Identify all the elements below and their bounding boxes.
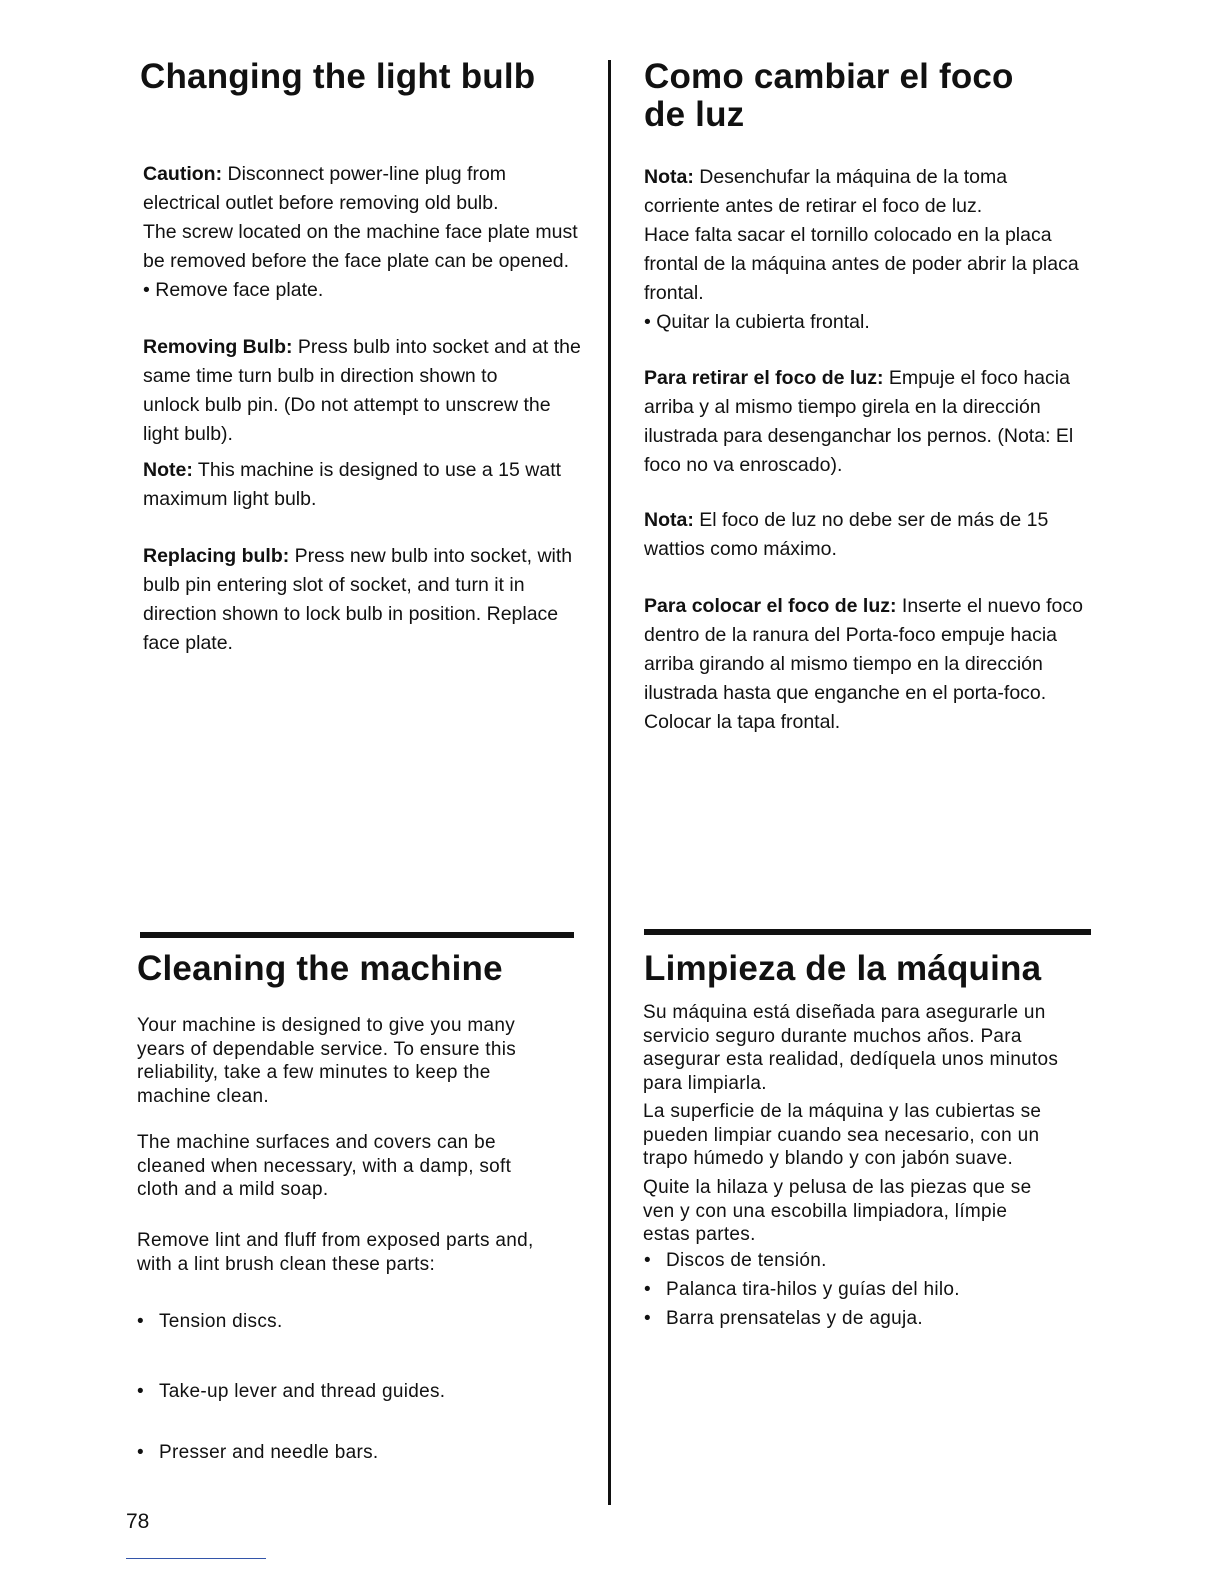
colocar-label: Para colocar el foco de luz: — [644, 595, 897, 617]
caution-paragraph: Caution: Disconnect power-line plug from electrical outlet before removing old bulb. The screw located on the machine face plate must be removed before the face plate can be opened. • Remove face plate. — [143, 163, 578, 301]
caution-label: Caution: — [143, 163, 223, 185]
cleaning-paragraph-1: Your machine is designed to give you many years of dependable service. To ensure this reliability, take a few minutes to keep the machine clean. — [137, 1015, 517, 1107]
cleaning-paragraph-2: The machine surfaces and covers can be cleaned when necessary, with a damp, soft cloth and a mild soap. — [137, 1132, 512, 1200]
nota-label: Nota: — [644, 166, 694, 188]
colocar-paragraph: Para colocar el foco de luz: Inserte el nuevo foco dentro de la ranura del Porta-foco empuje hacia arriba girando al mismo tiempo en la dirección ilustrada hasta que enganche en el porta-foco. Colocar la tapa frontal. — [644, 595, 1083, 733]
cleaning-section-rule — [140, 932, 574, 938]
retirar-label: Para retirar el foco de luz: — [644, 367, 884, 389]
note-label: Note: — [143, 459, 193, 481]
limpieza-section-rule — [644, 929, 1091, 935]
page-number: 78 — [126, 1510, 150, 1533]
list-item: • Take-up lever and thread guides. — [137, 1380, 445, 1404]
replacing-label: Replacing bulb: — [143, 545, 290, 567]
nota2-paragraph: Nota: El foco de luz no debe ser de más de 15 wattios como máximo. — [644, 509, 1049, 560]
cleaning-title: Cleaning the machine — [137, 949, 503, 988]
limpieza-title: Limpieza de la máquina — [644, 949, 1042, 988]
nota2-label: Nota: — [644, 509, 694, 531]
list-item: • Presser and needle bars. — [137, 1441, 379, 1465]
removing-label: Removing Bulb: — [143, 336, 293, 358]
limpieza-paragraph-1: Su máquina está diseñada para asegurarle un servicio seguro durante muchos años. Para asegurar esta realidad, dedíquela unos minutos para limpiarla. — [643, 1002, 1059, 1094]
replacing-bulb-paragraph: Replacing bulb: Press new bulb into socket, with bulb pin entering slot of socket, and turn it in direction shown to lock bulb in position. Replace face plate. — [143, 545, 573, 654]
limpieza-paragraph-2: La superficie de la máquina y las cubiertas se pueden limpiar cuando sea necesario, con un trapo húmedo y blando y con jabón suave. — [643, 1101, 1042, 1169]
list-item: • Discos de tensión. — [644, 1249, 827, 1273]
right-title: Como cambiar el foco de luz — [644, 57, 1014, 134]
limpieza-paragraph-3: Quite la hilaza y pelusa de las piezas que se ven y con una escobilla limpiadora, límpie estas partes. — [643, 1177, 1032, 1245]
list-item: • Tension discs. — [137, 1310, 283, 1334]
removing-bulb-paragraph: Removing Bulb: Press bulb into socket and at the same time turn bulb in direction shown to unlock bulb pin. (Do not attempt to unscrew the light bulb). — [143, 336, 581, 445]
column-divider — [608, 60, 611, 1505]
footer-underline — [126, 1558, 266, 1559]
list-item: • Barra prensatelas y de aguja. — [644, 1307, 923, 1331]
list-item: • Palanca tira-hilos y guías del hilo. — [644, 1278, 960, 1302]
note-paragraph: Note: This machine is designed to use a 15 watt maximum light bulb. — [143, 459, 562, 510]
nota-paragraph: Nota: Desenchufar la máquina de la toma corriente antes de retirar el foco de luz. Hace falta sacar el tornillo colocado en la placa frontal de la máquina antes de poder abrir la placa frontal. • Quitar la cubierta frontal. — [644, 166, 1079, 333]
left-title: Changing the light bulb — [140, 57, 536, 96]
retirar-paragraph: Para retirar el foco de luz: Empuje el foco hacia arriba y al mismo tiempo girela en la dirección ilustrada para desenganchar los pernos. (Nota: El foco no va enroscado). — [644, 367, 1074, 476]
cleaning-paragraph-3: Remove lint and fluff from exposed parts and, with a lint brush clean these parts: — [137, 1230, 534, 1275]
